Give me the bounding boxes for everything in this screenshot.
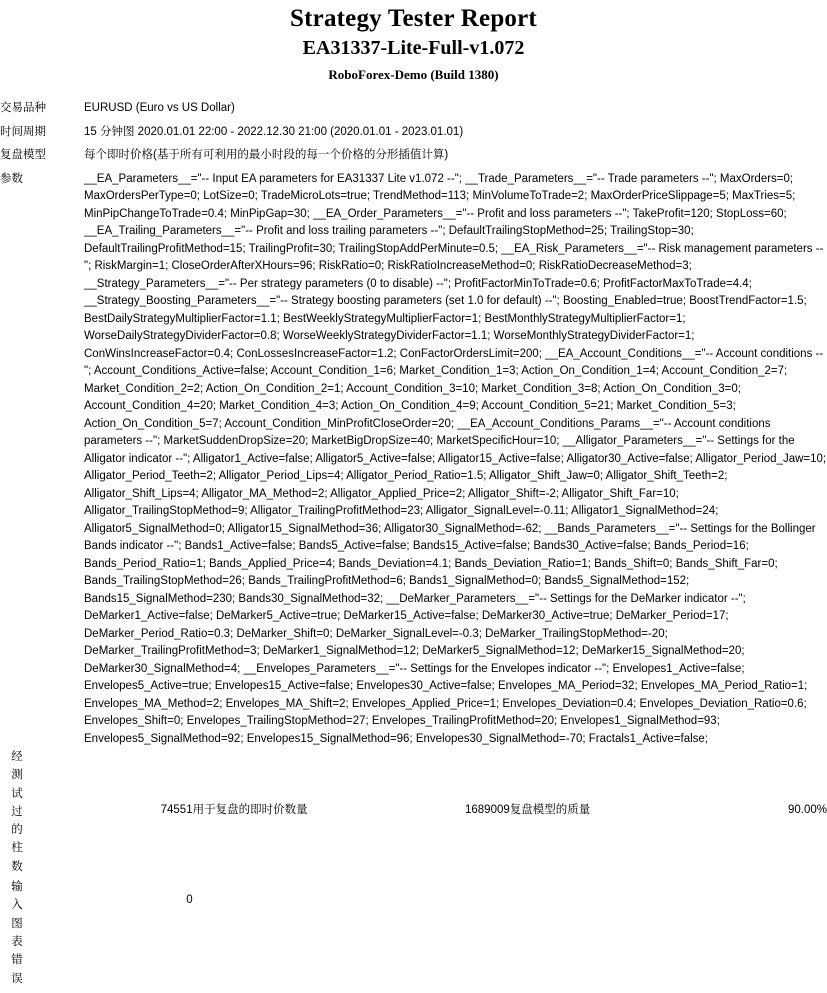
- vertical-char: 输: [11, 881, 23, 894]
- empty-cell: [351, 892, 510, 908]
- symbol-value: EURUSD (Euro vs US Dollar): [84, 102, 235, 114]
- ticks-modelled-value: 1689009: [465, 804, 510, 816]
- model-value: 每个即时价格(基于所有可利用的最小时段的每一个价格的分形插值计算): [84, 149, 449, 161]
- statistics-table: [0, 748, 827, 908]
- table-row-model: [0, 147, 827, 171]
- vertical-char: 过: [11, 805, 23, 818]
- chart-errors-empty-label: [193, 892, 352, 908]
- vertical-char: 误: [11, 972, 23, 985]
- ticks-modelled-label: 用于复盘的即时价数量: [192, 804, 308, 816]
- period-label: 时间周期: [0, 125, 46, 138]
- statistics-section: [0, 748, 827, 993]
- spacer-cell: [34, 748, 827, 802]
- vertical-char: 测: [11, 769, 23, 782]
- table-row-spacer-top: [0, 748, 827, 802]
- report-header: [0, 0, 827, 83]
- table-row-chart-errors: [0, 892, 827, 908]
- page-title: Strategy Tester Report: [290, 5, 537, 32]
- spacer-cell: [0, 802, 34, 818]
- symbol-label: 交易品种: [0, 102, 46, 114]
- modelling-quality-label: 复盘模型的质量: [509, 804, 591, 816]
- vertical-char: 入: [11, 899, 23, 912]
- table-row-period: [0, 124, 827, 148]
- table-row-parameters: [0, 171, 827, 749]
- period-value: 15 分钟图 2020.01.01 22:00 - 2022.12.30 21:00 (2020.01.01 - 2023.01.01): [84, 125, 464, 138]
- vertical-char: 柱: [11, 842, 23, 855]
- vertical-char: 图: [11, 917, 23, 930]
- parameters-value: __EA_Parameters__="-- Input EA parameters for EA31337 Lite v1.072 --"; __Trade_Parameters__="-- Trade parameters --"; MaxOrders=0; MaxOrdersPerType=0; LotSize=0; TradeMicroLots=true; TrendMethod=113; MinVolumeToTrade=2; MaxOrderPriceSlippage=5; MaxTries=5; MinPipChangeToTrade=0.4; MinPipGap=30; __EA_Order_Parameters__="-- Profit and loss parameters --"; TakeProfit=120; StopLoss=60; __EA_Trailing_Parameters__="-- Profit and loss trailing parameters --"; DefaultTrailingStopMethod=25; TrailingStop=30; DefaultTrailingProfitMethod=15; TrailingProfit=30; TrailingStopAddPerMinute=0.5; __EA_Risk_Parameters__="-- Risk management parameters --"; RiskMargin=1; CloseOrderAfterXHours=96; RiskRatio=0; RiskRatioIncreaseMethod=0; RiskRatioDecreaseMethod=3; __Strategy_Parameters__="-- Per strategy parameters (0 to disable) --"; ProfitFactorMinToTrade=0.6; ProfitFactorMaxToTrade=4.4; __Strategy_Boosting_Parameters__="-- Strategy boosting parameters (set 1.0 for default) --"; Boosting_Enabled=true; BoostTrendFactor=1.5; BestDailyStrategyMultiplierFactor=1.1; BestWeeklyStrategyMultiplierFactor=1; BestMonthlyStrategyMultiplierFactor=1; WorseDailyStrategyDividerFactor=0.8; WorseWeeklyStrategyDividerFactor=1.1; WorseMonthlyStrategyDividerFactor=1; ConWinsIncreaseFactor=0.4; ConLossesIncreaseFactor=1.2; ConFactorOrdersLimit=200; __EA_Account_Conditions__="-- Account conditions --"; Account_Conditions_Active=false; Account_Condition_1=6; Market_Condition_1=3; Action_On_Condition_1=4; Account_Condition_2=7; Market_Condition_2=2; Action_On_Condition_2=1; Account_Condition_3=10; Market_Condition_3=8; Action_On_Condition_3=0; Account_Condition_4=20; Market_Condition_4=3; Action_On_Condition_4=9; Account_Condition_5=21; Market_Condition_5=3; Action_On_Condition_5=7; Account_Condition_MinProfitCloseOrder=20; __EA_Account_Conditions_Params__="-- Account conditions parameters --"; MarketSuddenDropSize=20; MarketBigDropSize=40; MarketSpecificHour=10; __Alligator_Parameters__="-- Settings for the Alligator indicator --"; Alligator1_Active=false; Alligator5_Active=false; Alligator15_Active=false; Alligator30_Active=false; Alligator_Period_Jaw=10; Alligator_Period_Teeth=2; Alligator_Period_Lips=4; Alligator_Period_Ratio=1.5; Alligator_Shift_Jaw=0; Alligator_Shift_Teeth=2; Alligator_Shift_Lips=4; Alligator_MA_Method=2; Alligator_Applied_Price=2; Alligator_Shift=-2; Alligator_Shift_Far=10; Alligator_TrailingStopMethod=9; Alligator_TrailingProfitMethod=23; Alligator_SignalLevel=-0.11; Alligator1_SignalMethod=24; Alligator5_SignalMethod=0; Alligator15_SignalMethod=36; Alligator30_SignalMethod=-62; __Bands_Parameters__="-- Settings for the Bollinger Bands indicator --"; Bands1_Active=false; Bands5_Active=false; Bands15_Active=false; Bands30_Active=false; Bands_Period=16; Bands_Period_Ratio=1; Bands_Applied_Price=4; Bands_Deviation=4.1; Bands_Deviation_Ratio=1; Bands_Shift=0; Bands_Shift_Far=0; Bands_TrailingStopMethod=26; Bands_TrailingProfitMethod=6; Bands1_SignalMethod=0; Bands5_SignalMethod=152; Bands15_SignalMethod=230; Bands30_SignalMethod=32; __DeMarker_Parameters__="-- Settings for the DeMarker indicator --"; DeMarker1_Active=false; DeMarker5_Active=true; DeMarker15_Active=false; DeMarker30_Active=true; DeMarker_Period=17; DeMarker_Period_Ratio=0.3; DeMarker_Shift=0; DeMarker_SignalLevel=-0.3; DeMarker_TrailingStopMethod=-20; DeMarker_TrailingProfitMethod=3; DeMarker1_SignalMethod=12; DeMarker5_SignalMethod=12; DeMarker15_SignalMethod=20; DeMarker30_SignalMethod=4; __Envelopes_Parameters__="-- Settings for the Envelopes indicator --"; Envelopes1_Active=false; Envelopes5_Active=true; Envelopes15_Active=false; Envelopes30_Active=false; Envelopes_MA_Period=32; Envelopes_MA_Period_Ratio=1; Envelopes_MA_Method=2; Envelopes_MA_Shift=2; Envelopes_Applied_Price=1; Envelopes_Deviation=0.4; Envelopes_Deviation_Ratio=0.6; Envelopes_Shift=0; Envelopes_TrailingStopMethod=27; Envelopes_TrailingProfitMethod=20; Envelopes1_SignalMethod=93; Envelopes5_SignalMethod=92; Envelopes15_SignalMethod=96; Envelopes30_SignalMethod=-70; Fractals1_Active=false;: [84, 172, 827, 745]
- table-row-symbol: [0, 100, 827, 124]
- report-info-table: [0, 100, 827, 748]
- vertical-char: 表: [11, 935, 23, 948]
- spacer-cell: [0, 748, 34, 802]
- parameters-label: 参数: [0, 172, 23, 185]
- chart-errors-value: 0: [186, 894, 193, 906]
- vertical-char: 经: [11, 751, 23, 763]
- vertical-char: 数: [11, 860, 23, 873]
- spacer-cell: [34, 818, 827, 892]
- vertical-char: 试: [11, 787, 23, 800]
- modelling-quality-value: 90.00%: [787, 804, 827, 816]
- statistics-values: [0, 748, 827, 908]
- vertical-char: 错: [11, 954, 23, 967]
- ea-name-title: EA31337-Lite-Full-v1.072: [302, 37, 525, 59]
- broker-build-subtitle: RoboForex-Demo (Build 1380): [328, 67, 499, 82]
- model-label: 复盘模型: [0, 149, 46, 161]
- spacer-cell: [0, 892, 34, 908]
- spacer-cell: [0, 818, 34, 892]
- bars-tested-value: 74551: [160, 804, 193, 816]
- table-row-spacer-mid: [0, 818, 827, 892]
- vertical-char: 的: [11, 824, 23, 837]
- empty-cell: [510, 892, 669, 908]
- table-row-modelling: [0, 802, 827, 818]
- empty-cell: [668, 892, 827, 908]
